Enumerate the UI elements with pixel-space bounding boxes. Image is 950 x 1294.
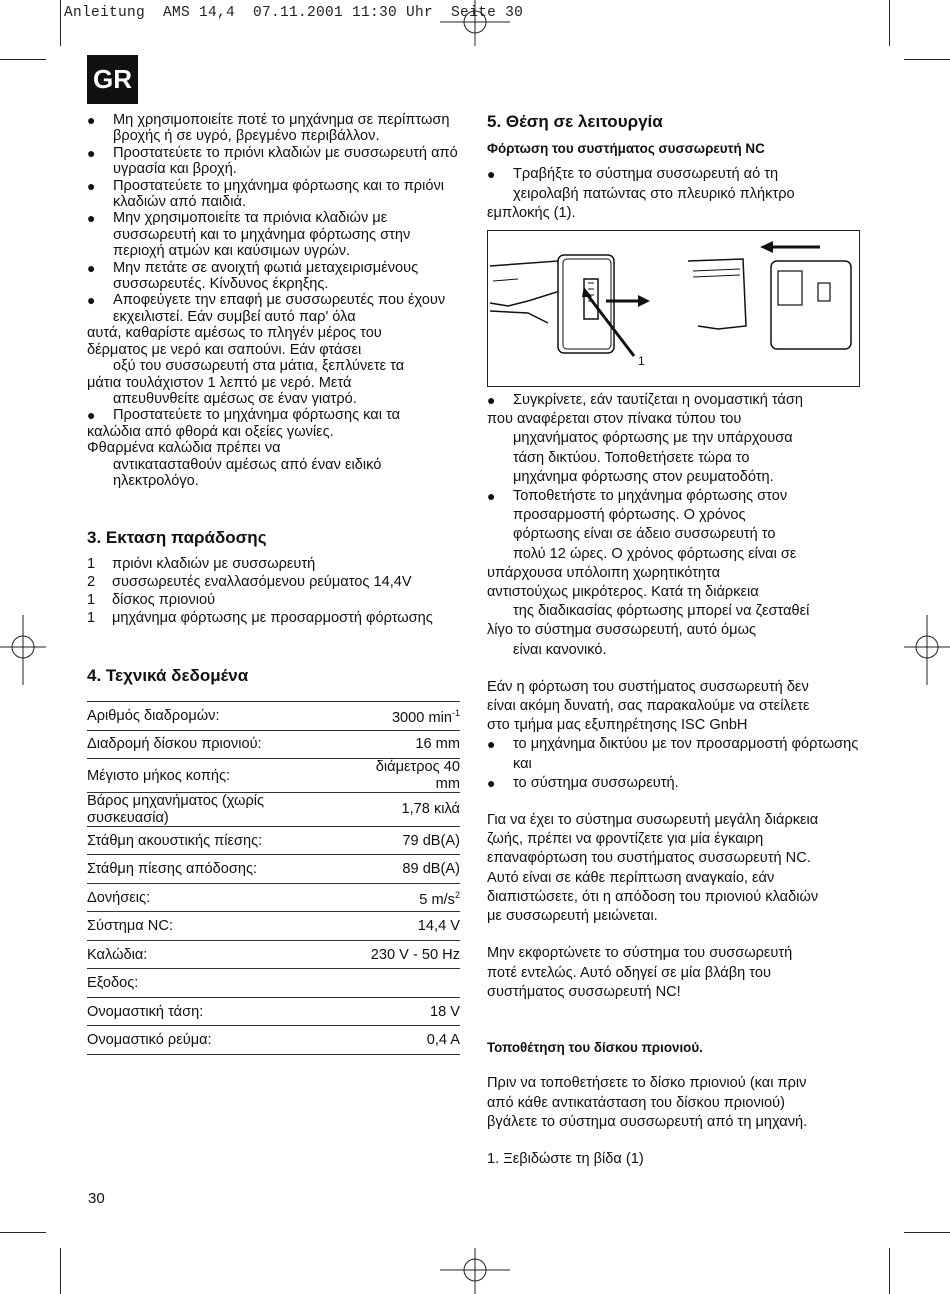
charge-bullet: ● Τραβήξτε το σύστημα συσσωρευτή αό τη χειρολαβή πατώντας στο πλευρικό πλήκτρο xyxy=(487,165,859,203)
tech-row xyxy=(87,759,460,793)
line: της διαδικασίας φόρτωσης μπορεί να ζεσταθεί xyxy=(513,603,810,620)
delivery-title: 3. Εκταση παράδοσης xyxy=(87,528,267,548)
blade-paragraph xyxy=(487,1074,859,1132)
tech-label: Μέγιστο μήκος κοπής: xyxy=(87,759,348,793)
tech-title: 4. Τεχνικά δεδομένα xyxy=(87,666,249,686)
tech-value-text: 16 mm xyxy=(415,736,460,753)
tech-value xyxy=(348,940,460,969)
tech-value-text: 79 dB(A) xyxy=(402,832,460,849)
charge-title: Φόρτωση του συστήματος συσσωρευτή NC xyxy=(487,141,765,156)
delivery-qty: 1 xyxy=(87,556,96,573)
line: Αυτό είναι σε κάθε περίπτωση αναγκαίο, εάν xyxy=(487,869,775,886)
blade-title: Τοποθέτηση του δίσκου πριονιού. xyxy=(487,1039,703,1055)
safety-bullet xyxy=(87,112,459,145)
tech-label: Διαδρομή δίσκου πριονιού: xyxy=(87,730,348,759)
operation-title: 5. Θέση σε λειτουργία xyxy=(487,112,663,131)
page-number: 30 xyxy=(88,1190,105,1207)
tech-value xyxy=(348,759,460,793)
discharge-paragraph xyxy=(487,944,859,1002)
line: υπάρχουσα υπόλοιπη χωρητικότητα xyxy=(487,564,721,581)
tech-label: Βάρος μηχανήματος (χωρίς συσκευασία) xyxy=(87,793,348,827)
tech-label: Εξοδος: xyxy=(87,969,348,998)
charging-bullet: ● Τοποθετήστε το μηχάνημα φόρτωσης στον xyxy=(487,487,859,506)
crop-mark xyxy=(889,0,890,46)
delivery-text: δίσκος πριονιού xyxy=(112,592,216,609)
print-header: Anleitung AMS 14,4 07.11.2001 11:30 Uhr Seite 30 xyxy=(64,5,524,21)
line: καλώδια από φθορά και οξείες γωνίες. xyxy=(87,423,334,440)
bullet-icon: ● xyxy=(487,392,496,409)
tech-value-text: διάμετρος 40 mm xyxy=(375,759,460,792)
bullet-icon: ● xyxy=(87,407,96,424)
bullet-icon: ● xyxy=(487,488,496,505)
safety-bullet: ● Προστατεύετε το μηχάνημα φόρτωσης και τα xyxy=(87,407,401,424)
tech-row xyxy=(87,702,460,731)
line: ηλεκτρολόγο. xyxy=(113,472,199,489)
line: ποτέ εντελώς. Αυτό οδηγεί σε μία βλάβη του xyxy=(487,964,771,981)
registration-mark-left xyxy=(0,615,46,685)
tech-value xyxy=(348,702,460,731)
voltage-bullet-lines xyxy=(487,410,859,487)
line: είναι ακόμη δυνατή, σας παρακαλούμε να στείλετε xyxy=(487,698,810,715)
line: από κάθε αντικατάσταση του δίσκου πριονιού) xyxy=(487,1094,785,1111)
line: πολύ 12 ώρες. Ο χρόνος φόρτωσης είναι σε xyxy=(513,545,797,562)
bullet-text: Μη χρησιμοποιείτε ποτέ το μηχάνημα σε περίπτωση βροχής ή σε υγρό, βρεγμένο περιβάλλον. xyxy=(113,112,450,145)
safety-bullet xyxy=(87,145,459,178)
bullet-icon: ● xyxy=(87,292,96,309)
charging-bullet-lines xyxy=(487,506,859,660)
battery-removal-figure xyxy=(487,230,860,387)
crop-mark xyxy=(0,1232,46,1233)
line: Μην εκφορτώνετε το σύστημα του συσσωρευτή xyxy=(487,945,793,962)
tech-label: Στάθμη ακουστικής πίεσης: xyxy=(87,826,348,855)
line: απευθυνθείτε αμέσως σε έναν γιατρό. xyxy=(113,390,357,407)
crop-mark xyxy=(889,1248,890,1294)
line: Για να έχει το σύστημα συσωρευτή μεγάλη διάρκεια xyxy=(487,812,819,829)
tech-value-text: 18 V xyxy=(429,1003,460,1020)
delivery-list xyxy=(87,555,459,627)
line: φόρτωσης είναι σε άδειο συσσωρευτή το xyxy=(513,526,776,543)
registration-mark-bottom xyxy=(440,1248,510,1294)
left-column xyxy=(87,112,459,1055)
line: επαναφόρτωση του συστήματος συσσωρευτή NC. xyxy=(487,850,811,867)
line: μηχανήματος φόρτωσης με την υπάρχουσα xyxy=(513,430,793,447)
tech-row xyxy=(87,855,460,884)
right-column xyxy=(487,112,859,1169)
tech-value-sup: 2 xyxy=(454,890,460,901)
safety-bullet xyxy=(87,210,459,259)
bullet-text: Προστατεύετε το πριόνι κλαδιών με συσσωρευτή από υγρασία και βροχή. xyxy=(113,144,458,178)
tech-table xyxy=(87,701,460,1055)
bullet-icon: ● xyxy=(87,177,96,194)
tech-label: Αριθμός διαδρομών: xyxy=(87,702,348,731)
line: στο τμήμα μας εξυπηρέτησης ISC GnbH xyxy=(487,717,748,734)
crop-mark xyxy=(60,0,61,46)
crop-mark xyxy=(904,59,950,60)
tech-value-text: 230 V - 50 Hz xyxy=(370,946,460,963)
crop-mark xyxy=(60,1248,61,1294)
tech-value-text: 14,4 V xyxy=(417,918,460,935)
delivery-qty: 2 xyxy=(87,574,96,591)
line: εμπλοκής (1). xyxy=(487,204,576,221)
tech-value-text: 3000 min xyxy=(391,710,452,727)
delivery-text: πριόνι κλαδιών με συσσωρευτή xyxy=(112,556,316,573)
line: Εάν η φόρτωση του συστήματος συσσωρευτή δεν xyxy=(487,678,809,695)
bullet-icon: ● xyxy=(87,210,96,227)
line: ζωής, πρέπει να φροντίζετε για μία έγκαιρη xyxy=(487,831,764,848)
tech-label: Δονήσεις: xyxy=(87,883,348,912)
bullet-icon: ● xyxy=(487,166,496,183)
bullet-text: Προστατεύετε το μηχάνημα φόρτωσης και το πριόνι κλαδιών από παιδιά. xyxy=(113,177,445,211)
safety-bullet xyxy=(87,178,459,211)
tech-value xyxy=(348,912,460,941)
step-1: 1. Ξεβιδώστε τη βίδα (1) xyxy=(487,1150,644,1167)
delivery-qty: 1 xyxy=(87,610,96,627)
tech-row xyxy=(87,912,460,941)
line: αντικατασταθούν αμέσως από έναν ειδικό xyxy=(113,456,382,473)
crop-mark xyxy=(904,1232,950,1233)
tech-value xyxy=(348,826,460,855)
tech-value xyxy=(348,855,460,884)
delivery-item xyxy=(87,591,459,609)
line: συστήματος συσσωρευτή NC! xyxy=(487,983,681,1000)
tech-label: Ονομαστικό ρεύμα: xyxy=(87,1026,348,1055)
service-bullet: ● το σύστημα συσσωρευτή. xyxy=(487,774,859,793)
bullet-icon: ● xyxy=(487,736,496,753)
bullet-text: Μην πετάτε σε ανοιχτή φωτιά μεταχειρισμένους συσσωρευτές. Κίνδυνος έκρηξης. xyxy=(113,259,419,293)
line: τάση δικτύου. Τοποθετήσετε τώρα το xyxy=(513,449,750,466)
line: βγάλετε το σύστημα συσσωρευτή από τη μηχανή. xyxy=(487,1113,808,1130)
tech-label: Καλώδια: xyxy=(87,940,348,969)
line: προσαρμοστή φόρτωσης. Ο χρόνος xyxy=(513,507,746,524)
delivery-item xyxy=(87,555,459,573)
service-paragraph xyxy=(487,678,859,736)
figure-drawing xyxy=(488,231,859,386)
tech-row xyxy=(87,883,460,912)
tech-row xyxy=(87,826,460,855)
tech-value xyxy=(348,997,460,1026)
tech-label: Ονομαστική τάση: xyxy=(87,997,348,1026)
tech-value xyxy=(348,793,460,827)
safety-bullet xyxy=(87,260,459,293)
delivery-text: συσσωρευτές εναλλασόμενου ρεύματος 14,4V xyxy=(112,574,412,591)
tech-row xyxy=(87,793,460,827)
tech-row xyxy=(87,997,460,1026)
line: Πριν να τοποθετήσετε το δίσκο πριονιού (και πριν xyxy=(487,1075,807,1092)
bullet-icon: ● xyxy=(87,144,96,161)
line: που αναφέρεται στον πίνακα τύπου του xyxy=(487,411,742,428)
safety-bullet: ● Αποφεύγετε την επαφή με συσσωρευτές που έχουν εκχειλιστεί. Εάν συμβεί αυτό παρ' όλα xyxy=(87,292,446,325)
crop-mark xyxy=(0,59,46,60)
line: οξύ του συσσωρευτή στα μάτια, ξεπλύνετε τα xyxy=(113,358,405,375)
delivery-qty: 1 xyxy=(87,592,96,609)
tech-row xyxy=(87,969,460,998)
bullet-text: Μην χρησιμοποιείτε τα πριόνια κλαδιών με συσσωρευτή και το μηχάνημα φόρτωσης στην περιοχή ατμών και καύσιμων υγρών. xyxy=(113,210,411,260)
tech-row xyxy=(87,730,460,759)
line: αυτά, καθαρίστε αμέσως το πληγέν μέρος του xyxy=(87,325,382,342)
service-bullet: ● το μηχάνημα δικτύου με τον προσαρμοστή φόρτωσης και xyxy=(487,735,859,773)
tech-value xyxy=(348,1026,460,1055)
line: με συσσωρευτή μειώνεται. xyxy=(487,908,658,925)
tech-row xyxy=(87,1026,460,1055)
battery-life-paragraph xyxy=(487,811,859,926)
language-badge: GR xyxy=(87,55,138,104)
delivery-text: μηχάνημα φόρτωσης με προσαρμοστή φόρτωσης xyxy=(112,610,433,627)
tech-value xyxy=(348,883,460,912)
line: αντιστούχως μικρότερος. Κατά τη διάρκεια xyxy=(487,584,759,601)
line: δέρματος με νερό και σαπούνι. Εάν φτάσει xyxy=(87,341,362,358)
delivery-item xyxy=(87,609,459,627)
tech-value-sup: -1 xyxy=(451,708,460,719)
line: μάτια τουλάχιστον 1 λεπτό με νερό. Μετά xyxy=(87,374,352,391)
registration-mark-right xyxy=(904,615,950,685)
safety-bullets xyxy=(87,112,459,292)
line: Φθαρμένα καλώδια πρέπει να xyxy=(87,440,281,457)
bullet-icon: ● xyxy=(87,259,96,276)
tech-value-text: 5 m/s xyxy=(419,891,455,908)
tech-value-text: 89 dB(A) xyxy=(402,861,460,878)
line: είναι κανονικό. xyxy=(513,641,607,658)
registration-mark-top xyxy=(440,0,510,46)
bullet-icon: ● xyxy=(487,774,496,791)
tech-label: Στάθμη πίεσης απόδοσης: xyxy=(87,855,348,884)
tech-value xyxy=(348,969,460,998)
tech-row xyxy=(87,940,460,969)
tech-value xyxy=(348,730,460,759)
line: μηχάνημα φόρτωσης στον ρευματοδότη. xyxy=(513,468,774,485)
tech-value-text: 0,4 A xyxy=(426,1032,460,1049)
tech-label: Σύστημα NC: xyxy=(87,912,348,941)
bullet-icon: ● xyxy=(87,112,96,128)
line: διαπιστώσετε, ότι η απόδοση του πριονιού κλαδιών xyxy=(487,888,819,905)
delivery-item xyxy=(87,573,459,591)
tech-value-text: 1,78 κιλά xyxy=(401,801,460,818)
line: λίγο το σύστημα συσσωρευτή, αυτό όμως xyxy=(487,622,756,639)
figure-label: 1 xyxy=(638,354,645,369)
voltage-bullet: ● Συγκρίνετε, εάν ταυτίζεται η ονομαστική τάση xyxy=(487,391,859,410)
